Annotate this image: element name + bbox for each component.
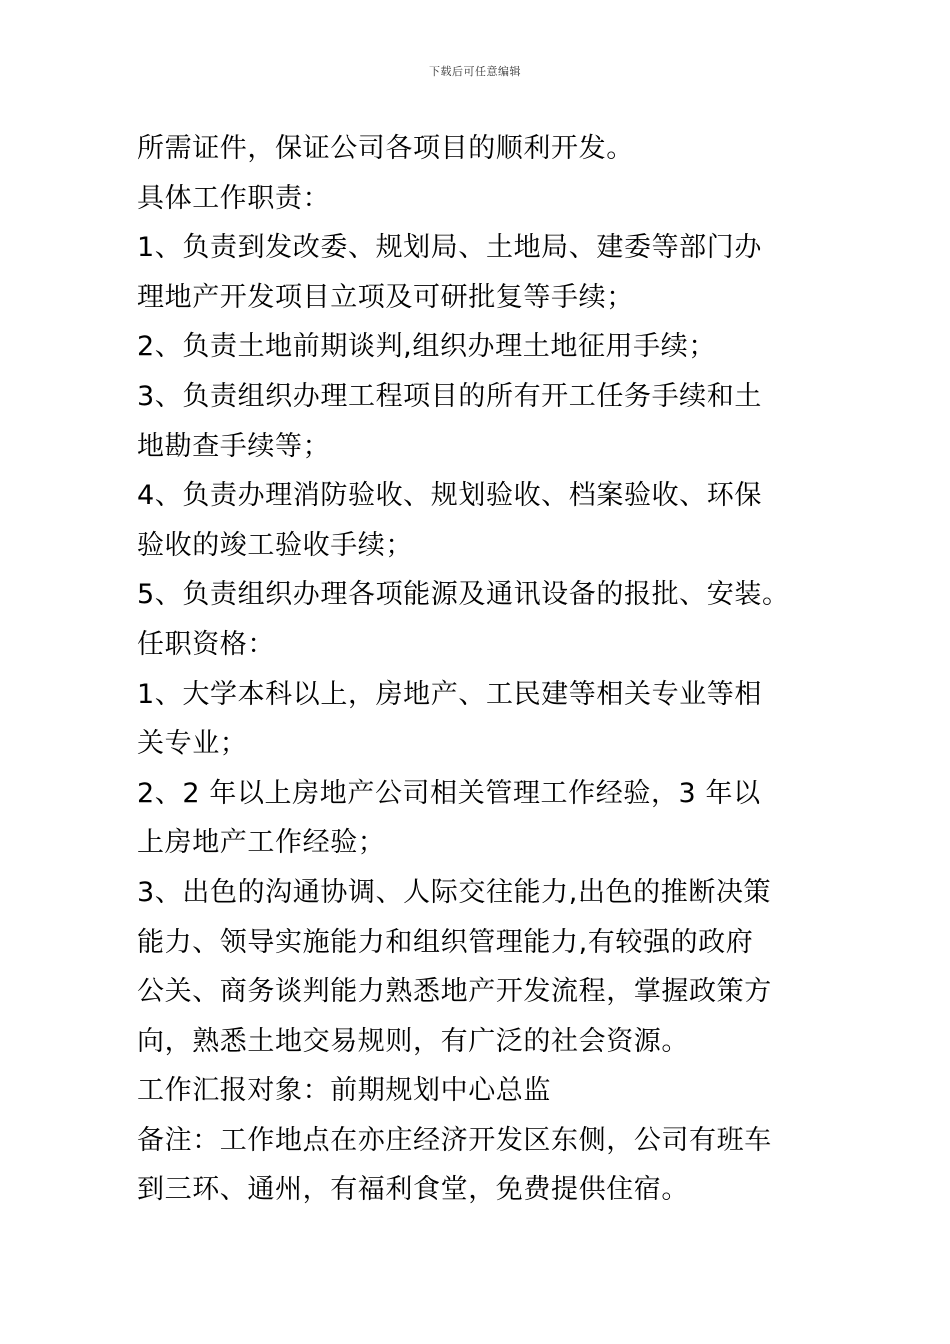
body-line: 上房地产工作经验；	[137, 827, 386, 859]
body-line: 3、出色的沟通协调、人际交往能力,出色的推断决策	[137, 876, 772, 908]
body-line: 2、负责土地前期谈判,组织办理土地征用手续；	[137, 331, 716, 363]
body-line: 向，熟悉土地交易规则，有广泛的社会资源。	[137, 1025, 689, 1057]
section-heading-responsibilities: 具体工作职责：	[137, 182, 331, 214]
body-line: 1、负责到发改委、规划局、土地局、建委等部门办	[137, 232, 762, 264]
body-line: 1、大学本科以上，房地产、工民建等相关专业等相	[137, 678, 762, 710]
body-line: 4、负责办理消防验收、规划验收、档案验收、环保	[137, 480, 762, 512]
body-line: 能力、领导实施能力和组织管理能力,有较强的政府	[137, 926, 754, 958]
body-line: 地勘查手续等；	[137, 430, 331, 462]
body-line: 所需证件，保证公司各项目的顺利开发。	[137, 133, 634, 164]
body-line: 5、负责组织办理各项能源及通讯设备的报批、安装。	[137, 579, 790, 611]
body-line: 理地产开发项目立项及可研批复等手续；	[137, 281, 634, 313]
section-heading-qualifications: 任职资格：	[137, 628, 275, 660]
page-header: 下载后可任意编辑	[429, 65, 521, 78]
body-line: 2、2 年以上房地产公司相关管理工作经验，3 年以	[137, 777, 761, 809]
body-line: 3、负责组织办理工程项目的所有开工任务手续和土	[137, 380, 762, 412]
reporting-line: 工作汇报对象：前期规划中心总监	[137, 1075, 551, 1107]
remarks-line: 备注：工作地点在亦庄经济开发区东侧，公司有班车	[137, 1124, 772, 1156]
body-line: 公关、商务谈判能力熟悉地产开发流程，掌握政策方	[137, 976, 772, 1008]
remarks-line: 到三环、通州，有福利食堂，免费提供住宿。	[137, 1174, 689, 1206]
body-line: 关专业；	[137, 728, 248, 760]
body-line: 验收的竣工验收手续；	[137, 529, 413, 561]
document-body	[137, 124, 809, 1215]
